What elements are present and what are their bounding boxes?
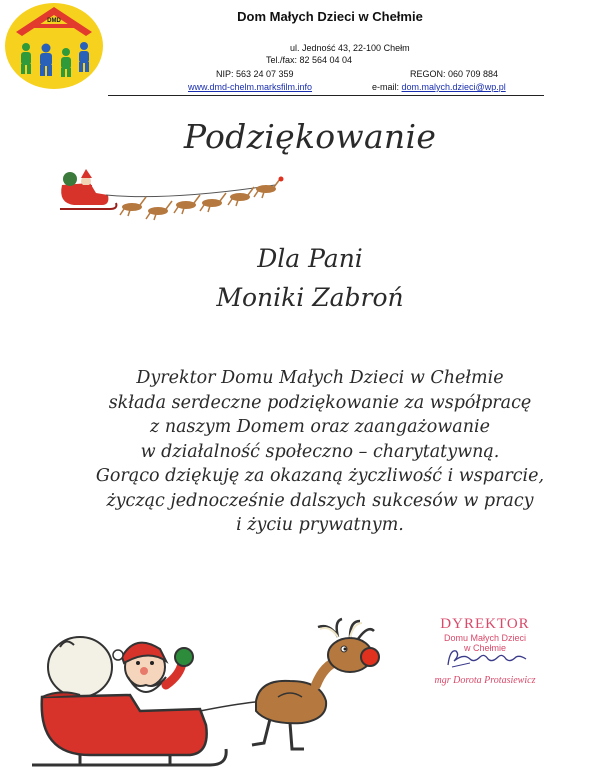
santa-sleigh-rudolph-icon xyxy=(20,615,400,777)
stamp-title: DYREKTOR xyxy=(440,616,530,632)
organization-name: Dom Małych Dzieci w Chełmie xyxy=(237,9,423,24)
stamp-director-name: mgr Dorota Protasiewicz xyxy=(434,675,536,686)
recipient-name: Moniki Zabroń xyxy=(216,283,404,312)
body-line: i życiu prywatnym. xyxy=(236,515,404,535)
dmd-logo-icon xyxy=(4,2,104,90)
document-title: Podziękowanie xyxy=(183,117,437,156)
body-line: składa serdeczne podziękowanie za współpracę xyxy=(108,392,532,413)
santa-sleigh-reindeer-icon xyxy=(50,165,290,225)
nip-number: NIP: 563 24 07 359 xyxy=(216,69,294,79)
website-link[interactable]: www.dmd-chelm.marksfilm.info xyxy=(188,82,313,92)
email-container xyxy=(372,82,506,92)
regon-number: REGON: 060 709 884 xyxy=(410,69,499,79)
logo-text: DMD xyxy=(47,18,61,24)
body-line: życząc jednocześnie dalszych sukcesów w pracy xyxy=(106,490,534,511)
address: ul. Jedność 43, 22-100 Chełm xyxy=(290,43,410,53)
recipient-line-1: Dla Pani xyxy=(257,244,363,273)
stamp-line-1: Domu Małych Dzieci xyxy=(443,633,527,643)
tel-fax: Tel./fax: 82 564 04 04 xyxy=(266,55,353,65)
body-line: z naszym Domem oraz zaangażowanie xyxy=(150,417,490,437)
email-label: e-mail: xyxy=(372,82,400,92)
body-line: w działalność społeczno – charytatywną. xyxy=(140,441,500,462)
website-link-container xyxy=(188,82,312,92)
stamp-line-2: w Chełmie xyxy=(463,643,506,653)
thank-you-body xyxy=(60,366,580,538)
email-link[interactable]: dom.malych.dzieci@wp.pl xyxy=(401,82,506,92)
body-line: Gorąco dziękuję za okazaną życzliwość i wsparcie, xyxy=(95,466,545,486)
body-line: Dyrektor Domu Małych Dzieci w Chełmie xyxy=(136,368,504,388)
header-divider xyxy=(108,95,544,96)
handwritten-signature xyxy=(440,645,540,671)
